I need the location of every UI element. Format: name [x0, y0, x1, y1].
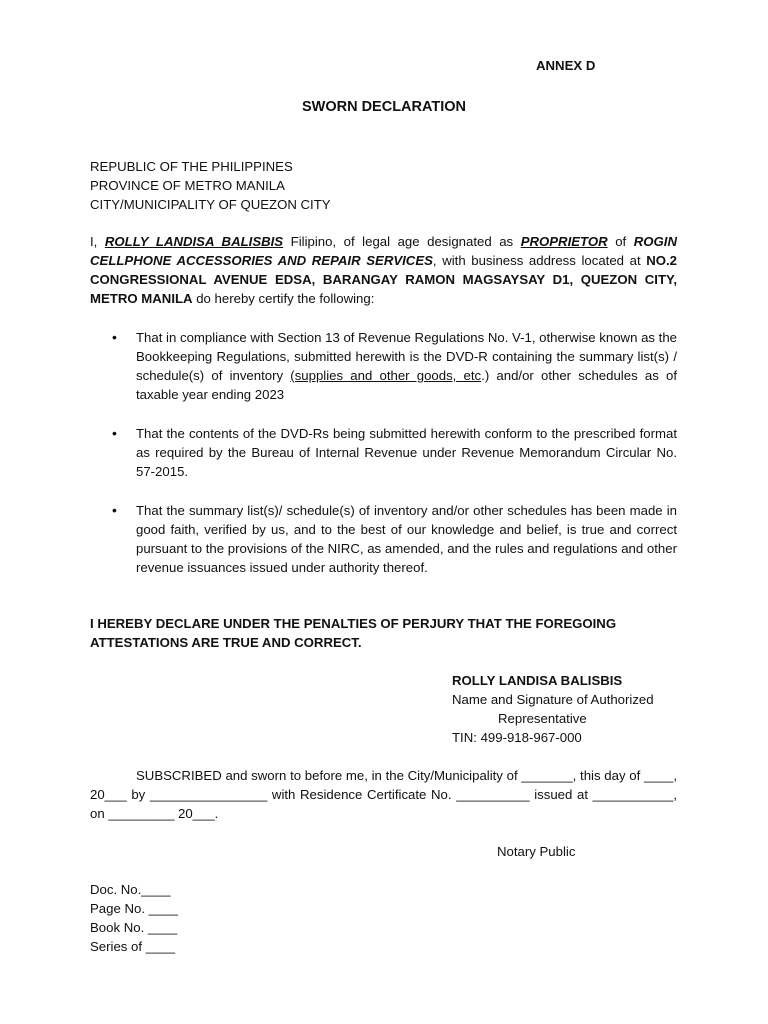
- signature-block: [452, 671, 682, 747]
- intro-text-1: Filipino, of legal age designated as: [283, 234, 521, 249]
- business-address: NO.2 CONGRESSIONAL AVENUE EDSA, BARANGAY RAMON MAGSAYSAY D1, QUEZON CITY, METRO MANILA: [90, 253, 677, 306]
- bullet-2-text: That the contents of the DVD-Rs being submitted herewith conform to the prescribed format as required by the Bureau of Internal Revenue under Revenue Memorandum Circular No. 57-2015.: [136, 426, 677, 479]
- bullet-1-underlined: (supplies and other goods, etc: [290, 368, 482, 383]
- signer-caption: Name and Signature of Authorized: [452, 692, 654, 707]
- jurat-paragraph: [90, 766, 677, 823]
- series-of: Series of ____: [90, 939, 176, 954]
- intro-paragraph: [90, 232, 677, 308]
- declarant-name: ROLLY LANDISA BALISBIS: [104, 234, 284, 249]
- header-line-province: PROVINCE OF METRO MANILA: [90, 178, 285, 193]
- business-name: ROGIN CELLPHONE ACCESSORIES AND REPAIR SERVICES: [90, 234, 677, 268]
- annex-label: ANNEX D: [536, 58, 596, 73]
- bullet-1-text-end: .) and/or other schedules as of taxable year ending 2023: [136, 368, 677, 402]
- perjury-declaration: I HEREBY DECLARE UNDER THE PENALTIES OF PERJURY THAT THE FOREGOING ATTESTATIONS ARE TRUE AND CORRECT.: [90, 616, 617, 650]
- document-title: SWORN DECLARATION: [301, 99, 467, 115]
- bullet-marker: •: [112, 502, 117, 518]
- certification-item-1: [90, 328, 677, 404]
- page-no: Page No. ____: [90, 901, 178, 916]
- intro-prefix: I,: [90, 234, 105, 249]
- intro-text-3: , with business address located at: [432, 253, 647, 268]
- bullet-marker: •: [112, 425, 117, 441]
- signer-name: ROLLY LANDISA BALISBIS: [452, 673, 623, 688]
- intro-text-2: of: [607, 234, 634, 249]
- bullet-1-text: That in compliance with Section 13 of Revenue Regulations No. V-1, otherwise known as the Bookkeeping Regulations, submitted herewith is the DVD-R containing the summary list(s) / schedule(s) of inventory: [136, 330, 677, 383]
- intro-text-4: do hereby certify the following:: [192, 291, 375, 306]
- signer-tin: TIN: 499-918-967-000: [452, 730, 582, 745]
- header-line-city: CITY/MUNICIPALITY OF QUEZON CITY: [90, 197, 331, 212]
- notary-public-label: Notary Public: [497, 844, 576, 859]
- bullet-3-text: That the summary list(s)/ schedule(s) of inventory and/or other schedules has been made in good faith, verified by us, and to the best of our knowledge and belief, is true and correct pursuant to the provisions of the NIRC, as amended, and the rules and regulations and other revenue issuances issued under authority thereof.: [136, 503, 677, 575]
- certification-item-3: [90, 501, 677, 577]
- notarial-register: [90, 880, 178, 956]
- bullet-marker: •: [112, 329, 117, 345]
- header-line-republic: REPUBLIC OF THE PHILIPPINES: [90, 159, 293, 174]
- doc-no: Doc. No.____: [90, 882, 171, 897]
- signer-caption-role: Representative: [498, 711, 587, 726]
- book-no: Book No. ____: [90, 920, 178, 935]
- jurat-text: SUBSCRIBED and sworn to before me, in the City/Municipality of _______, this day of ____, 20___ by ________________ with Residence Certificate No. __________ issued at ___________, on _________ 20___.: [90, 768, 677, 821]
- certification-item-2: [90, 424, 677, 481]
- declarant-position: PROPRIETOR: [520, 234, 608, 249]
- jurisdiction-header: [90, 157, 331, 214]
